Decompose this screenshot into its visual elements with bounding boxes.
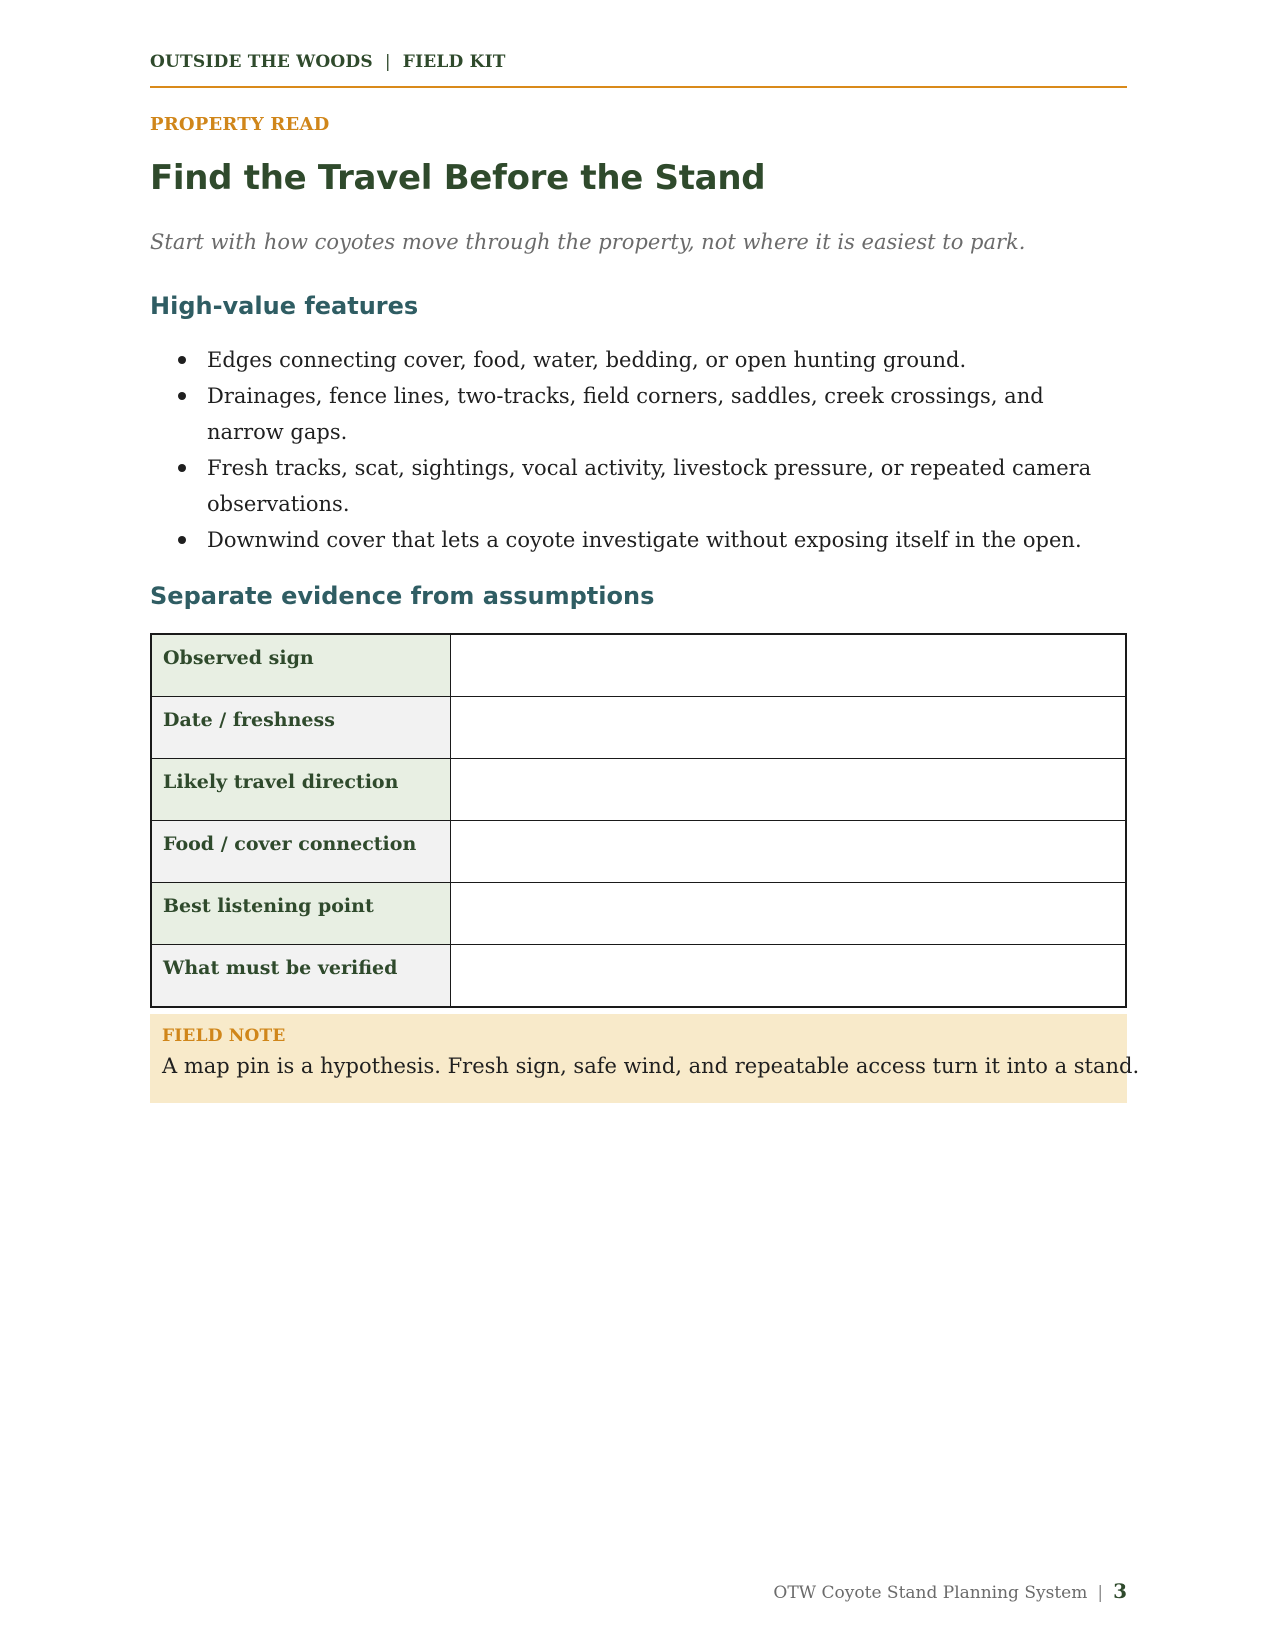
page-number: 3 [1113, 1579, 1127, 1603]
row-label: Date / freshness [151, 697, 450, 759]
entry-cell[interactable] [450, 697, 1126, 759]
row-label: Likely travel direction [151, 759, 450, 821]
list-item [150, 450, 1127, 522]
footer-separator: | [1097, 1583, 1104, 1603]
list-item-text: Downwind cover that lets a coyote investigate without exposing itself in the open. [207, 528, 1082, 552]
field-note-callout [150, 1014, 1140, 1103]
features-heading: High-value features [150, 292, 419, 320]
page-footer [773, 1579, 1127, 1603]
row-label: Food / cover connection [151, 821, 450, 883]
table-row [151, 883, 1126, 945]
publication-name: OUTSIDE THE WOODS [150, 52, 373, 72]
entry-cell[interactable] [450, 759, 1126, 821]
field-note-label: FIELD NOTE [162, 1026, 286, 1046]
running-header [150, 52, 1127, 72]
header-separator: | [384, 52, 391, 72]
bullet-icon [178, 536, 186, 544]
document-page [150, 0, 1140, 1650]
section-name: FIELD KIT [402, 52, 506, 72]
list-item [150, 522, 1127, 558]
list-item-text: Drainages, fence lines, two-tracks, field corners, saddles, creek crossings, and narrow gaps. [207, 384, 1044, 444]
entry-cell[interactable] [450, 821, 1126, 883]
table-row [151, 759, 1126, 821]
entry-cell[interactable] [450, 945, 1126, 1008]
evidence-table [150, 633, 1127, 1008]
evidence-heading: Separate evidence from assumptions [150, 582, 655, 610]
bullet-icon [178, 356, 186, 364]
page-subtitle: Start with how coyotes move through the property, not where it is easiest to park. [150, 230, 1026, 254]
row-label: Best listening point [151, 883, 450, 945]
section-kicker: PROPERTY READ [150, 114, 330, 135]
list-item [150, 342, 1127, 378]
bullet-icon [178, 392, 186, 400]
row-label: What must be verified [151, 945, 450, 1008]
bullet-icon [178, 464, 186, 472]
header-rule [150, 86, 1127, 88]
field-note-text: A map pin is a hypothesis. Fresh sign, safe wind, and repeatable access turn it into a stand. [162, 1054, 1140, 1078]
features-list [150, 342, 1127, 558]
table-row [151, 634, 1126, 697]
entry-cell[interactable] [450, 634, 1126, 697]
page-title: Find the Travel Before the Stand [150, 158, 766, 198]
entry-cell[interactable] [450, 883, 1126, 945]
row-label: Observed sign [151, 634, 450, 697]
table-row [151, 697, 1126, 759]
list-item [150, 378, 1127, 450]
footer-system-name: OTW Coyote Stand Planning System [773, 1583, 1088, 1603]
table-row [151, 945, 1126, 1008]
list-item-text: Fresh tracks, scat, sightings, vocal activity, livestock pressure, or repeated camera observations. [207, 456, 1092, 516]
list-item-text: Edges connecting cover, food, water, bedding, or open hunting ground. [207, 348, 967, 372]
table-row [151, 821, 1126, 883]
